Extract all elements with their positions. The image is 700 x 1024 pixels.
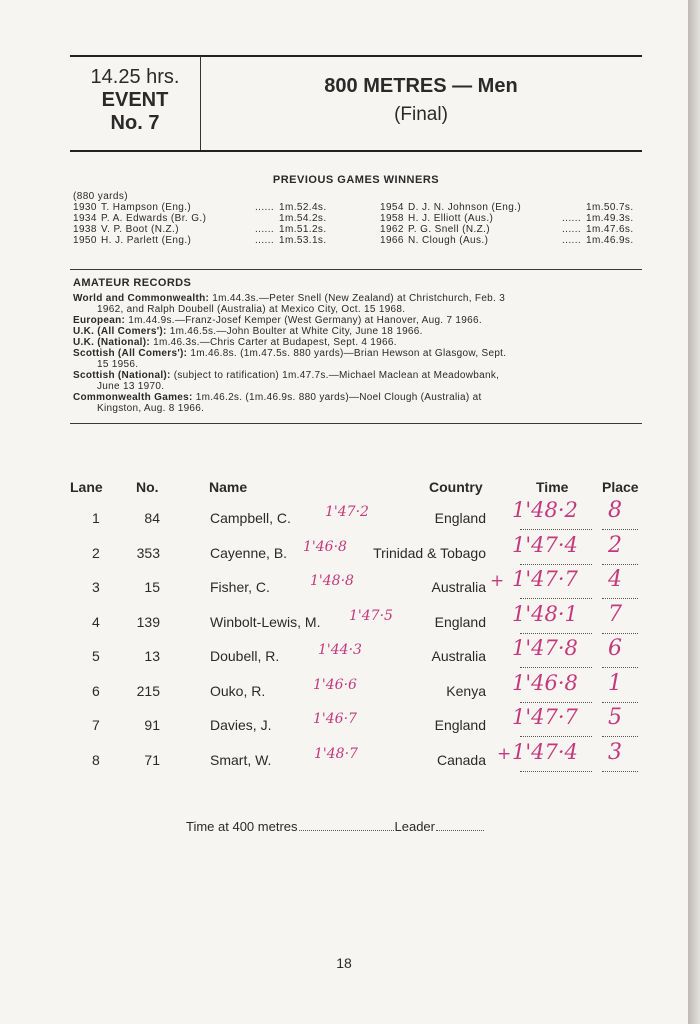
winner-time: 1m.51.2s. [279, 224, 327, 235]
previous-winners-row [73, 224, 643, 235]
header-number: No. [136, 479, 159, 495]
winner-dots: ...... [255, 202, 275, 213]
runner-country: Canada [436, 752, 486, 768]
event-subtitle: (Final) [394, 104, 448, 125]
record-text: Kingston, Aug. 8 1966. [97, 403, 205, 414]
lane-number: 8 [92, 752, 100, 768]
record-line [73, 359, 643, 370]
handwritten-plus-mark: + [490, 571, 505, 591]
winner-year: 1934 [73, 213, 97, 224]
booklet-spine [688, 0, 700, 1024]
winner-year: 1954 [380, 202, 404, 213]
header-country: Country [429, 479, 483, 495]
runner-number: 139 [136, 614, 160, 630]
previous-winners-row [73, 202, 643, 213]
winner-time: 1m.49.3s. [586, 213, 634, 224]
runner-number: 13 [144, 648, 160, 664]
handwritten-place: 6 [608, 636, 622, 661]
footer-400m [186, 819, 485, 834]
record-line [73, 337, 643, 348]
runner-number: 15 [144, 579, 160, 595]
event-box [70, 66, 200, 135]
header-time: Time [536, 479, 569, 495]
place-underline [602, 564, 638, 565]
leader-line [436, 830, 484, 831]
winner-year: 1950 [73, 235, 97, 246]
event-title: 800 METRES — Men [324, 75, 518, 97]
record-line [73, 304, 643, 315]
previous-winners-note: (880 yards) [73, 191, 128, 202]
winner-dots: ...... [562, 224, 582, 235]
record-line [73, 370, 643, 381]
place-underline [602, 529, 638, 530]
time-underline [520, 564, 592, 565]
place-underline [602, 667, 638, 668]
lane-number: 5 [92, 648, 100, 664]
winner-name: H. J. Elliott (Aus.) [408, 213, 494, 224]
lane-number: 6 [92, 683, 100, 699]
header-name: Name [209, 479, 248, 495]
runner-number: 215 [136, 683, 160, 699]
runner-name: Doubell, R. [210, 648, 280, 664]
runner-name: Ouko, R. [210, 683, 266, 699]
winner-time: 1m.47.6s. [586, 224, 634, 235]
top-rule [70, 55, 642, 57]
record-line [73, 348, 643, 359]
winner-time: 1m.52.4s. [279, 202, 327, 213]
lane-number: 4 [92, 614, 100, 630]
handwritten-split: 1'44·3 [318, 642, 362, 658]
handwritten-time: 1'46·8 [512, 671, 578, 695]
record-label: World and Commonwealth: [73, 293, 210, 304]
record-line [73, 403, 643, 414]
winner-time: 1m.53.1s. [279, 235, 327, 246]
runner-name: Fisher, C. [210, 579, 270, 595]
handwritten-time: 1'48·1 [512, 602, 578, 626]
winner-name: N. Clough (Aus.) [408, 235, 489, 246]
time-underline [520, 598, 592, 599]
page-number: 18 [336, 955, 352, 971]
handwritten-split: 1'48·7 [314, 746, 358, 762]
handwritten-time: 1'47·4 [512, 740, 578, 764]
record-label: U.K. (All Comers'): [73, 326, 167, 337]
previous-winners-row [73, 235, 643, 246]
winner-dots: ...... [562, 213, 582, 224]
runner-country: England [434, 717, 486, 733]
handwritten-plus-mark: + [497, 744, 512, 764]
winner-year: 1938 [73, 224, 97, 235]
event-label: EVENT [101, 89, 169, 111]
place-underline [602, 702, 638, 703]
handwritten-place: 4 [608, 567, 622, 592]
runner-country: Australia [431, 579, 486, 595]
winners-rule [70, 269, 642, 270]
handwritten-place: 7 [608, 602, 622, 627]
handwritten-time: 1'47·7 [512, 567, 578, 591]
runner-country: England [434, 510, 486, 526]
handwritten-split: 1'47·5 [349, 608, 393, 624]
winner-time: 1m.50.7s. [586, 202, 634, 213]
record-line [73, 392, 643, 403]
winner-name: P. G. Snell (N.Z.) [408, 224, 491, 235]
record-text: 1m.46.2s. (1m.46.9s. 880 yards)—Noel Clough (Australia) at [192, 392, 482, 403]
runner-name: Cayenne, B. [210, 545, 288, 561]
runner-name: Davies, J. [210, 717, 272, 733]
record-text: 1m.46.3s.—Chris Carter at Budapest, Sept. 4 1966. [150, 337, 397, 348]
runner-number: 353 [136, 545, 160, 561]
record-line [73, 315, 643, 326]
time-at-400-line [299, 830, 394, 831]
records-rule [70, 423, 642, 424]
event-number: No. 7 [110, 112, 160, 134]
lane-number: 3 [92, 579, 100, 595]
winner-dots: ...... [255, 235, 275, 246]
leader-label: Leader [394, 819, 435, 834]
winner-name: P. A. Edwards (Br. G.) [101, 213, 207, 224]
header-place: Place [602, 479, 639, 495]
winner-year: 1930 [73, 202, 97, 213]
runner-country: England [434, 614, 486, 630]
handwritten-time: 1'48·2 [512, 498, 578, 522]
record-label: U.K. (National): [73, 337, 151, 348]
handwritten-split: 1'46·8 [303, 539, 347, 555]
winner-time: 1m.54.2s. [279, 213, 327, 224]
runner-country: Kenya [446, 683, 486, 699]
record-text: 1m.46.8s. (1m.47.5s. 880 yards)—Brian Hewson at Glasgow, Sept. [187, 348, 507, 359]
lane-number: 1 [92, 510, 100, 526]
runner-number: 91 [144, 717, 160, 733]
handwritten-split: 1'48·8 [310, 573, 354, 589]
handwritten-place: 3 [608, 740, 622, 765]
time-underline [520, 633, 592, 634]
place-underline [602, 771, 638, 772]
handwritten-time: 1'47·4 [512, 533, 578, 557]
runner-number: 71 [144, 752, 160, 768]
place-underline [602, 598, 638, 599]
handwritten-place: 2 [608, 533, 622, 558]
time-underline [520, 667, 592, 668]
record-text: 1m.44.9s.—Franz-Josef Kemper (West Germany) at Hanover, Aug. 7 1966. [125, 315, 482, 326]
record-text: 15 1956. [97, 359, 139, 370]
handwritten-place: 1 [608, 671, 622, 696]
handwritten-split: 1'46·6 [313, 677, 357, 693]
handwritten-time: 1'47·8 [512, 636, 578, 660]
handwritten-time: 1'47·7 [512, 705, 578, 729]
winner-year: 1966 [380, 235, 404, 246]
record-line [73, 326, 643, 337]
previous-winners [73, 191, 643, 246]
runner-number: 84 [144, 510, 160, 526]
record-label: European: [73, 315, 126, 326]
time-at-400-label: Time at 400 metres [186, 819, 298, 834]
previous-winners-title: PREVIOUS GAMES WINNERS [272, 174, 440, 186]
record-label: Scottish (National): [73, 370, 171, 381]
winner-dots: ...... [255, 224, 275, 235]
place-underline [602, 736, 638, 737]
place-underline [602, 633, 638, 634]
winner-year: 1962 [380, 224, 404, 235]
amateur-records [73, 293, 643, 414]
record-text: June 13 1970. [97, 381, 165, 392]
time-underline [520, 702, 592, 703]
time-underline [520, 736, 592, 737]
runner-country: Trinidad & Tobago [373, 545, 486, 561]
record-line [73, 293, 643, 304]
runner-country: Australia [431, 648, 486, 664]
runner-name: Campbell, C. [210, 510, 291, 526]
record-text: (subject to ratification) 1m.47.7s.—Michael Maclean at Meadowbank, [170, 370, 500, 381]
handwritten-split: 1'46·7 [313, 711, 357, 727]
handwritten-split: 1'47·2 [325, 504, 369, 520]
winner-name: V. P. Boot (N.Z.) [101, 224, 179, 235]
header-bottom-rule [70, 150, 642, 152]
event-title-box [200, 75, 642, 126]
amateur-records-title: AMATEUR RECORDS [73, 277, 192, 289]
lane-number: 7 [92, 717, 100, 733]
runner-name: Smart, W. [210, 752, 272, 768]
winner-dots: ...... [562, 235, 582, 246]
handwritten-place: 8 [608, 498, 622, 523]
record-line [73, 381, 643, 392]
time-underline [520, 771, 592, 772]
previous-winners-row [73, 213, 643, 224]
record-text: 1m.44.3s.—Peter Snell (New Zealand) at Christchurch, Feb. 3 [209, 293, 506, 304]
time-underline [520, 529, 592, 530]
winner-name: H. J. Parlett (Eng.) [101, 235, 192, 246]
record-text: 1962, and Ralph Doubell (Australia) at Mexico City, Oct. 15 1968. [97, 304, 406, 315]
record-label: Commonwealth Games: [73, 392, 193, 403]
record-text: 1m.46.5s.—John Boulter at White City, June 18 1966. [166, 326, 423, 337]
handwritten-place: 5 [608, 705, 622, 730]
winner-name: T. Hampson (Eng.) [101, 202, 192, 213]
runner-name: Winbolt-Lewis, M. [210, 614, 321, 630]
winner-year: 1958 [380, 213, 404, 224]
lane-number: 2 [92, 545, 100, 561]
header-lane: Lane [70, 479, 103, 495]
winner-time: 1m.46.9s. [586, 235, 634, 246]
winner-name: D. J. N. Johnson (Eng.) [408, 202, 522, 213]
event-time: 14.25 hrs. [90, 66, 180, 88]
record-label: Scottish (All Comers'): [73, 348, 188, 359]
